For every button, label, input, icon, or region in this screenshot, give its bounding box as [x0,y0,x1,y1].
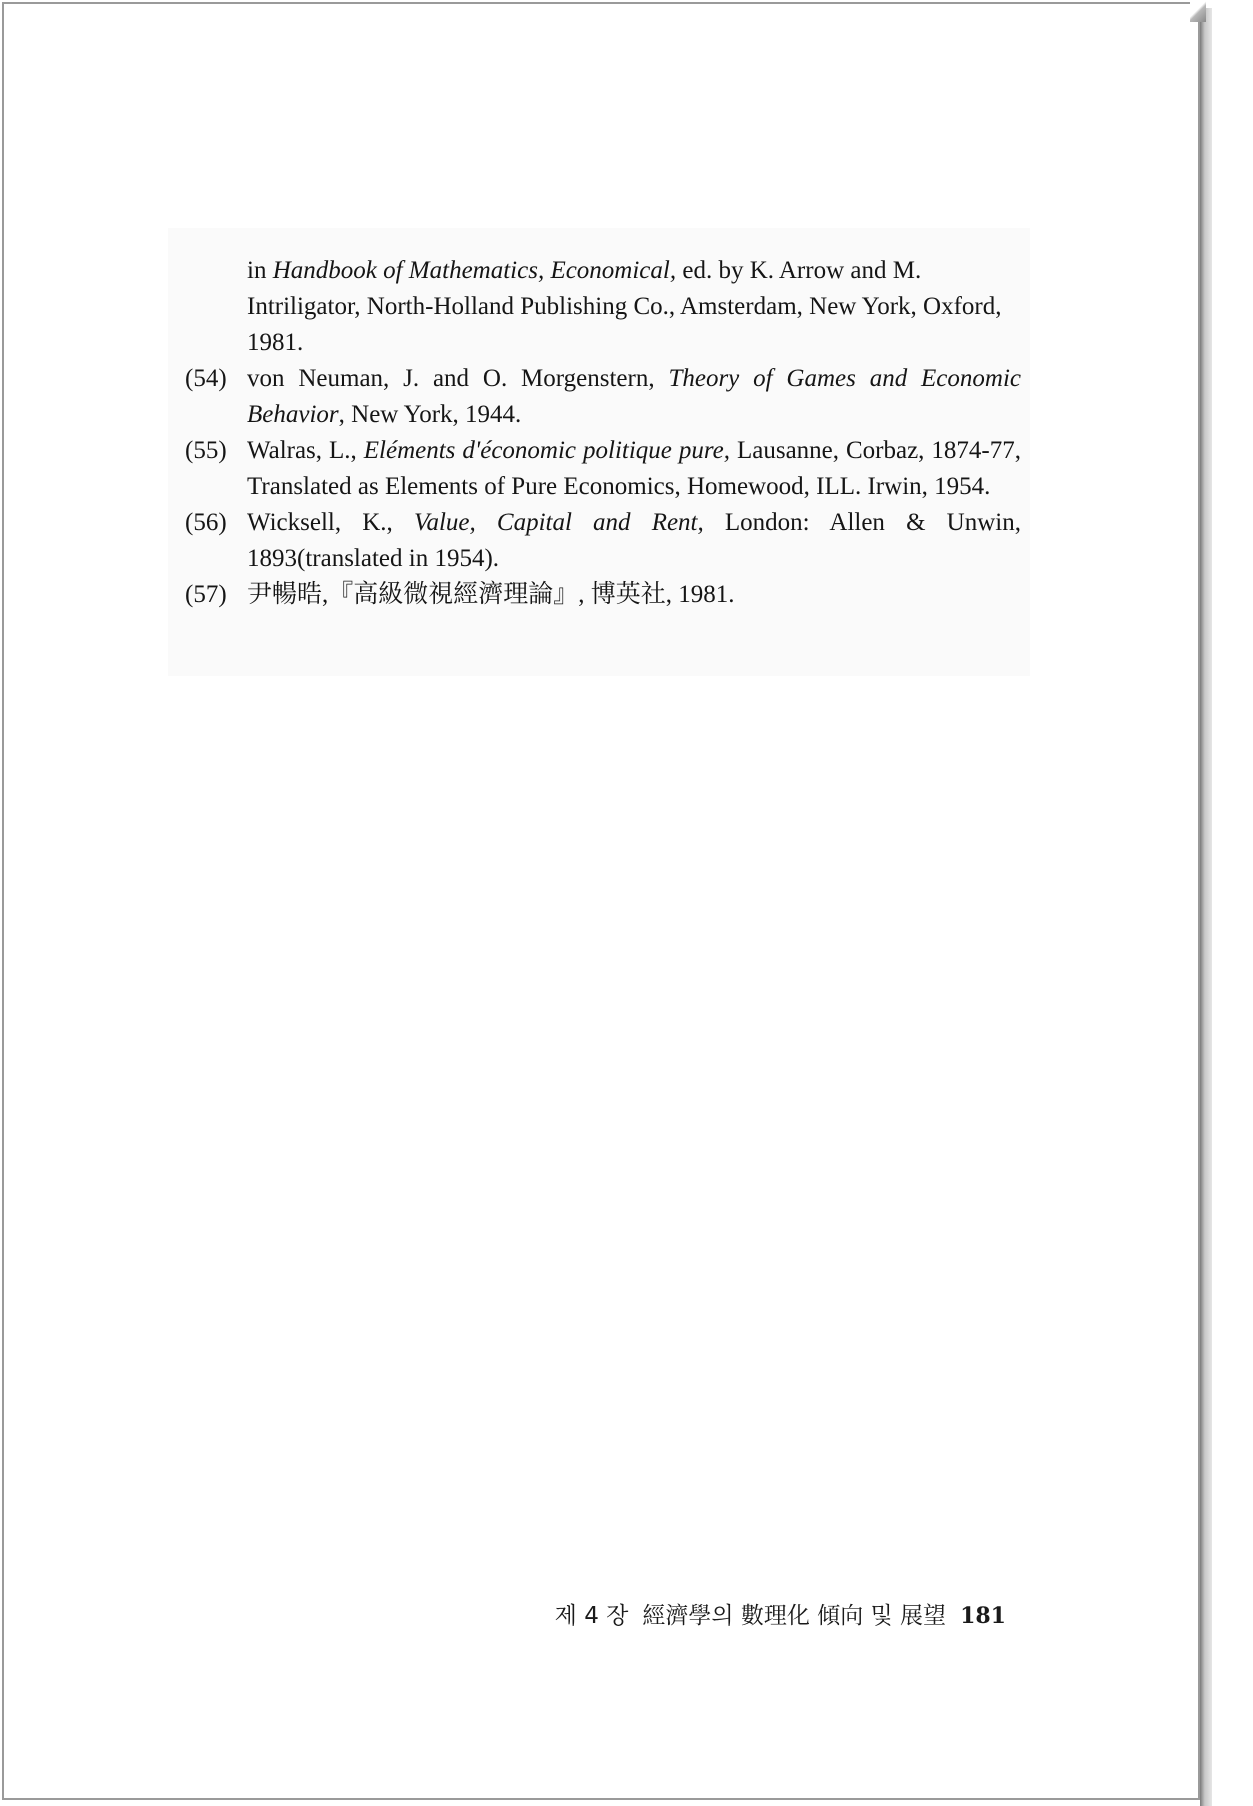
reference-number: (55) [185,437,227,464]
reference-number: (56) [185,509,227,536]
ref-text: , New York, 1944. [338,401,522,428]
ref-text: Walras, L., [247,437,364,464]
page-shadow [1200,8,1212,1806]
page-number: 181 [960,1603,1006,1629]
ref-title: Theory of Games and Economic Behavior [247,365,1022,428]
ref-text: von Neuman, J. and O. Morgenstern, [247,365,669,392]
ref-text: London: Allen & Unwin, 1893(translated in 1954). [247,509,1021,572]
reference-57 [185,577,1021,613]
reference-55 [185,433,1021,505]
reference-number: (54) [185,365,227,392]
ref-title: Handbook of Mathematics, Economical, [272,257,677,284]
ref-text: 尹暢晧,『高級微視經濟理論』, 博英社, 1981. [247,581,735,608]
ref-title: Value, Capital and Rent, [413,509,704,536]
chapter-label: 제 4 장 [554,1603,629,1629]
ref-text: in [247,257,273,284]
reference-53-continued [185,253,1021,361]
page-curl [1190,0,1206,22]
running-footer [516,1597,1006,1630]
reference-56 [185,505,1021,577]
chapter-title: 經濟學의 數理化 傾向 및 展望 [642,1603,947,1629]
ref-text: Wicksell, K., [247,509,414,536]
reference-54 [185,361,1021,433]
reference-number: (57) [185,581,227,608]
ref-text: ed. by K. Arrow and M. Intriligator, North-Holland Publishing Co., Amsterdam, New York, Oxford, 1981. [247,257,1002,356]
ref-title: Eléments d'économic politique pure, [363,437,730,464]
ref-text: Lausanne, Corbaz, 1874-77, Translated as Elements of Pure Economics, Homewood, ILL. Irwin, 1954. [247,437,1021,500]
reference-list [185,253,1021,613]
